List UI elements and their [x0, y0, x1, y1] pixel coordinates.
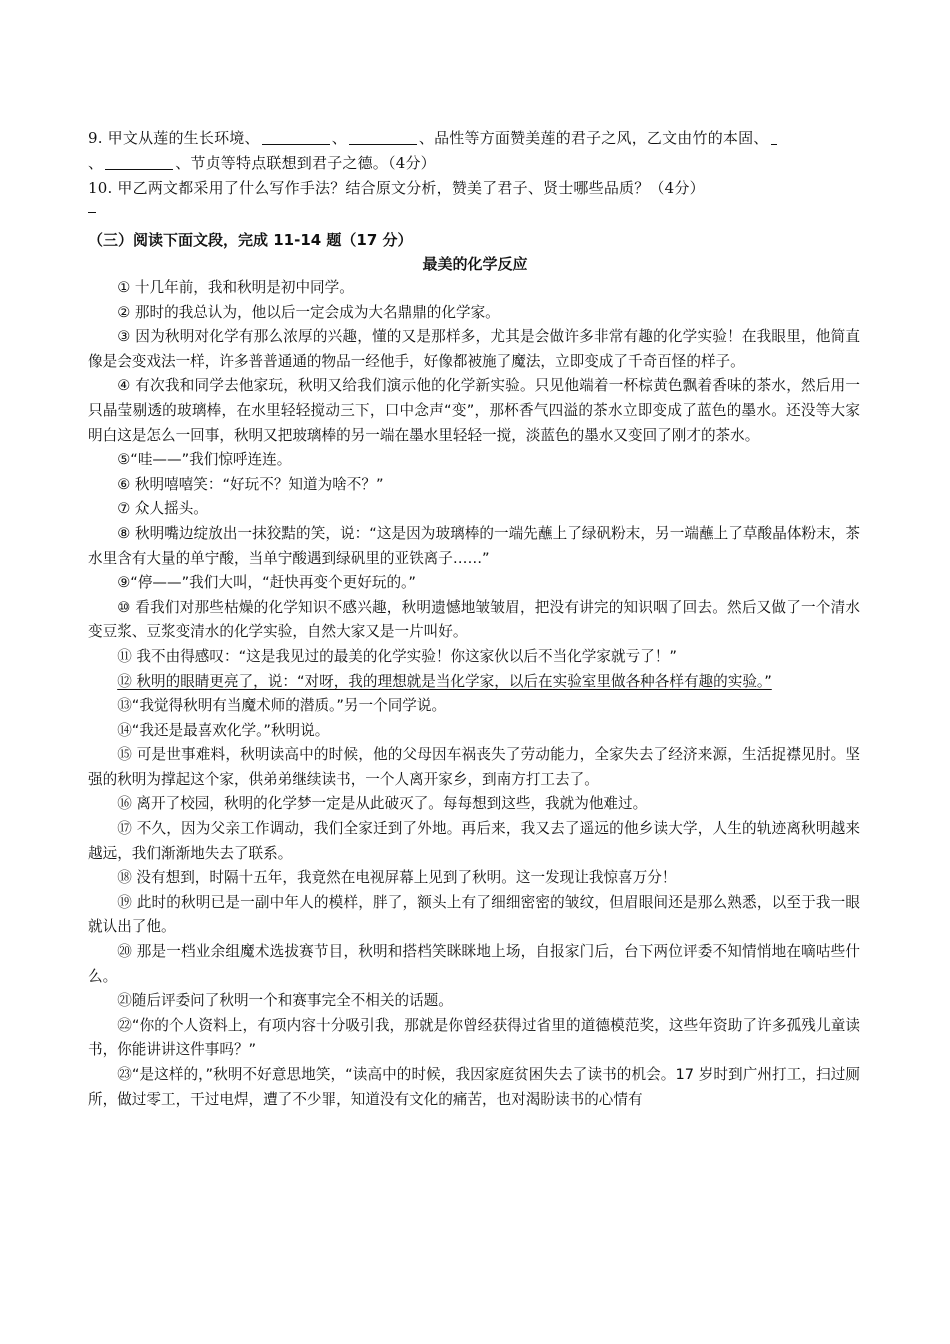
answer-blank[interactable]	[262, 129, 330, 145]
question-9-text-a: 9. 甲文从莲的生长环境、	[88, 129, 260, 147]
question-9-text-d: 、	[88, 154, 104, 172]
paragraph: ⑨“停——”我们大叫，“赶快再变个更好玩的。”	[117, 574, 416, 592]
question-9-text-b: 、	[331, 129, 347, 147]
paragraph: ⑬“我觉得秋明有当魔术师的潜质。”另一个同学说。	[117, 697, 447, 715]
paragraph: ④ 有次我和同学去他家玩，秋明又给我们演示他的化学新实验。只见他端着一杯棕黄色飘着香味的茶水，然后用一只晶莹剔透的玻璃棒，在水里轻轻搅动三下，口中念声“变”，那杯香气四溢的茶水立即变成了蓝色的墨水。还没等大家明白这是怎么一回事，秋明又把玻璃棒的另一端在墨水里轻轻一搅，淡蓝色的墨水又变回了刚才的茶水。	[88, 377, 860, 444]
answer-blank[interactable]	[105, 154, 173, 170]
paragraph: ③ 因为秋明对化学有那么浓厚的兴趣，懂的又是那样多，尤其是会做许多非常有趣的化学实验！在我眼里，他简直像是会变戏法一样，许多普普通通的物品一经他手，好像都被施了魔法，立即变成了千奇百怪的样子。	[88, 328, 860, 370]
paragraph: ① 十几年前，我和秋明是初中同学。	[117, 279, 354, 296]
answer-blank[interactable]	[771, 129, 777, 145]
question-9-text-c: 、品性等方面赞美莲的君子之风，乙文由竹的本固、	[418, 129, 769, 147]
paragraph: ⑰ 不久，因为父亲工作调动，我们全家迁到了外地。再后来，我又去了遥远的他乡读大学，人生的轨迹离秋明越来越远，我们渐渐地失去了联系。	[88, 820, 860, 862]
paragraph: ⑪ 我不由得感叹：“这是我见过的最美的化学实验！你这家伙以后不当化学家就亏了！”	[117, 647, 677, 665]
paragraph: ⑭“我还是最喜欢化学。”秋明说。	[117, 721, 330, 739]
paragraph: ⑧ 秋明嘴边绽放出一抹狡黠的笑，说：“这是因为玻璃棒的一端先蘸上了绿矾粉末，另一端蘸上了草酸晶体粉末，茶水里含有大量的单宁酸，当单宁酸遇到绿矾里的亚铁离子……”	[88, 524, 860, 567]
paragraph: ⑥ 秋明嘻嘻笑：“好玩不？知道为啥不？”	[117, 475, 384, 493]
passage-body	[88, 276, 860, 1112]
paragraph: ⑤“哇——”我们惊呼连连。	[117, 451, 292, 469]
paragraph: ⑮ 可是世事难料，秋明读高中的时候，他的父母因车祸丧失了劳动能力，全家失去了经济来源，生活捉襟见肘。坚强的秋明为撑起这个家，供弟弟继续读书，一个人离开家乡，到南方打工去了。	[88, 746, 860, 788]
paragraph: ⑲ 此时的秋明已是一副中年人的模样，胖了，额头上有了细细密密的皱纹，但眉眼间还是那么熟悉，以至于我一眼就认出了他。	[88, 893, 860, 936]
question-10: 10. 甲乙两文都采用了什么写作手法？结合原文分析，赞美了君子、贤士哪些品质？（4分）	[88, 179, 705, 197]
paragraph: ⑯ 离开了校园，秋明的化学梦一定是从此破灭了。每每想到这些，我就为他难过。	[117, 795, 648, 813]
paragraph: ㉒“你的个人资料上，有项内容十分吸引我，那就是你曾经获得过省里的道德模范奖，这些年资助了许多孤残儿童读书，你能讲讲这件事吗？”	[88, 1016, 860, 1059]
answer-line-mark[interactable]	[88, 212, 96, 213]
question-9-text-e: 、节贞等特点联想到君子之德。（4分）	[175, 154, 436, 172]
passage-title: 最美的化学反应	[422, 255, 528, 273]
paragraph: ⑦ 众人摇头。	[117, 500, 208, 518]
paragraph: ② 那时的我总认为，他以后一定会成为大名鼎鼎的化学家。	[117, 303, 500, 321]
question-9-line1	[88, 126, 777, 150]
answer-blank[interactable]	[349, 129, 417, 145]
section-heading: （三）阅读下面文段，完成 11-14 题（17 分）	[88, 231, 413, 249]
paragraph: ㉑随后评委问了秋明一个和赛事完全不相关的话题。	[117, 992, 453, 1010]
paragraph: ⑳ 那是一档业余组魔术选拔赛节目，秋明和搭档笑眯眯地上场，自报家门后，台下两位评委不知情悄地在嘀咕些什么。	[88, 943, 860, 985]
paragraph: ⑩ 看我们对那些枯燥的化学知识不感兴趣，秋明遗憾地皱皱眉，把没有讲完的知识咽了回去。然后又做了一个清水变豆浆、豆浆变清水的化学实验，自然大家又是一片叫好。	[88, 598, 860, 641]
paragraph: ㉓“是这样的，”秋明不好意思地笑，“读高中的时候，我因家庭贫困失去了读书的机会。17 岁时到广州打工，扫过厕所，做过零工，干过电焊，遭了不少罪，知道没有文化的痛苦，也对渴盼读书的心情有	[88, 1066, 860, 1108]
question-9-line2	[88, 151, 436, 175]
paragraph: ⑱ 没有想到，时隔十五年，我竟然在电视屏幕上见到了秋明。这一发现让我惊喜万分！	[117, 869, 677, 887]
underlined-paragraph: ⑫ 秋明的眼睛更亮了，说：“对呀，我的理想就是当化学家，以后在实验室里做各种各样有趣的实验。”	[117, 672, 772, 690]
